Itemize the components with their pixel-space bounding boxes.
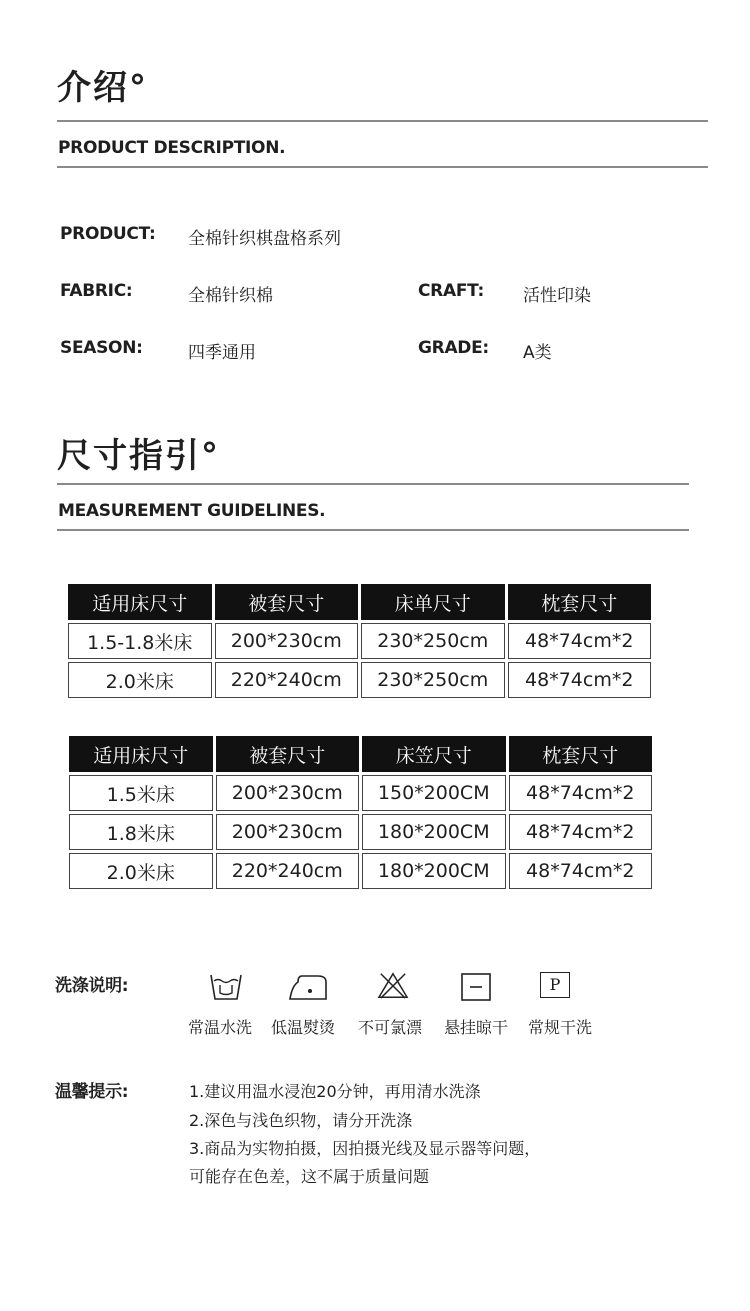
table-cell: 150*200CM — [362, 775, 506, 811]
table-cell: 1.5-1.8米床 — [68, 623, 212, 659]
care-dryclean-label: 常规干洗 — [528, 1018, 593, 1037]
care-label: 洗涤说明: — [55, 976, 129, 996]
table-row — [69, 775, 652, 811]
intro-top-rule — [57, 120, 708, 122]
fabric-value: 全棉针织棉 — [188, 286, 273, 306]
table-row — [69, 814, 652, 850]
table-cell: 1.8米床 — [69, 814, 213, 850]
table-cell: 48*74cm*2 — [508, 662, 652, 698]
table-cell: 48*74cm*2 — [508, 623, 652, 659]
wash-basin-icon — [209, 972, 243, 1002]
table-header-cell: 被套尺寸 — [215, 584, 359, 620]
table-header-row — [68, 584, 651, 620]
size-bottom-rule — [57, 529, 689, 531]
table-header-row — [69, 736, 652, 772]
table-cell: 230*250cm — [361, 662, 505, 698]
table-cell: 200*230cm — [216, 775, 360, 811]
care-wash-label: 常温水洗 — [188, 1018, 253, 1037]
grade-label: GRADE: — [418, 338, 489, 358]
table-header-cell: 床单尺寸 — [361, 584, 505, 620]
hang-dry-icon — [459, 972, 493, 1002]
table-row — [68, 623, 651, 659]
intro-title: 介绍° — [57, 68, 148, 108]
table-header-cell: 床笠尺寸 — [362, 736, 506, 772]
fabric-label: FABRIC: — [60, 281, 133, 301]
iron-icon — [288, 972, 328, 1002]
table-cell: 200*230cm — [216, 814, 360, 850]
size-table-fitted — [66, 733, 655, 892]
table-row — [68, 662, 651, 698]
table-cell: 2.0米床 — [68, 662, 212, 698]
table-cell: 200*230cm — [215, 623, 359, 659]
table-cell: 1.5米床 — [69, 775, 213, 811]
size-title: 尺寸指引° — [57, 436, 220, 476]
dry-clean-letter: P — [549, 975, 561, 994]
table-header-cell: 枕套尺寸 — [508, 584, 652, 620]
table-cell: 220*240cm — [215, 662, 359, 698]
craft-label: CRAFT: — [418, 281, 485, 301]
table-cell: 220*240cm — [216, 853, 360, 889]
tip-line-1: 1.建议用温水浸泡20分钟，再用清水洗涤 — [189, 1082, 481, 1101]
grade-value: A类 — [523, 343, 552, 363]
intro-subtitle: PRODUCT DESCRIPTION. — [58, 138, 286, 158]
tips-label: 温馨提示: — [55, 1082, 129, 1102]
no-bleach-icon — [376, 970, 410, 1000]
size-subtitle: MEASUREMENT GUIDELINES. — [58, 501, 326, 521]
craft-value: 活性印染 — [523, 286, 591, 306]
care-dry-label: 悬挂晾干 — [444, 1018, 509, 1037]
season-value: 四季通用 — [188, 343, 256, 363]
tip-line-2: 2.深色与浅色织物，请分开洗涤 — [189, 1111, 413, 1130]
table-cell: 230*250cm — [361, 623, 505, 659]
product-label: PRODUCT: — [60, 224, 156, 244]
table-header-cell: 被套尺寸 — [216, 736, 360, 772]
tip-line-4: 可能存在色差，这不属于质量问题 — [189, 1167, 430, 1186]
size-table-sheet — [65, 581, 654, 701]
size-top-rule — [57, 483, 689, 485]
table-cell: 180*200CM — [362, 853, 506, 889]
care-bleach-label: 不可氯漂 — [358, 1018, 423, 1037]
table-row — [69, 853, 652, 889]
table-cell: 48*74cm*2 — [509, 853, 653, 889]
intro-bottom-rule — [57, 166, 708, 168]
table-cell: 48*74cm*2 — [509, 814, 653, 850]
table-header-cell: 枕套尺寸 — [509, 736, 653, 772]
tip-line-3: 3.商品为实物拍摄，因拍摄光线及显示器等问题， — [189, 1139, 541, 1158]
table-cell: 180*200CM — [362, 814, 506, 850]
care-iron-label: 低温熨烫 — [271, 1018, 336, 1037]
table-header-cell: 适用床尺寸 — [69, 736, 213, 772]
season-label: SEASON: — [60, 338, 143, 358]
table-header-cell: 适用床尺寸 — [68, 584, 212, 620]
product-value: 全棉针织棋盘格系列 — [188, 229, 341, 249]
dry-clean-p-icon — [540, 972, 570, 998]
table-cell: 2.0米床 — [69, 853, 213, 889]
table-cell: 48*74cm*2 — [509, 775, 653, 811]
